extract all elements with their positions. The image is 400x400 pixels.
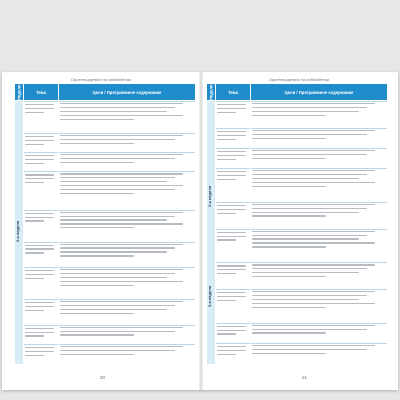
book-gutter xyxy=(199,72,203,390)
text-line xyxy=(252,307,326,308)
illegible-text-placeholder xyxy=(217,149,249,160)
text-line xyxy=(252,134,367,135)
text-line xyxy=(60,305,175,306)
text-line xyxy=(252,111,359,112)
text-line xyxy=(60,247,175,248)
text-line xyxy=(25,252,44,253)
week-label: 2-я неделя xyxy=(207,185,212,207)
goal-cell xyxy=(60,242,194,268)
illegible-text-placeholder xyxy=(60,133,194,144)
text-line xyxy=(25,310,44,311)
text-line xyxy=(25,335,44,336)
illegible-text-placeholder xyxy=(252,229,386,248)
illegible-text-placeholder xyxy=(25,243,57,254)
text-line xyxy=(60,212,183,213)
text-line xyxy=(60,189,175,190)
text-line xyxy=(252,138,326,139)
text-line xyxy=(252,345,375,346)
text-line xyxy=(252,238,359,239)
text-line xyxy=(25,351,54,352)
goal-cell xyxy=(60,325,194,344)
illegible-text-placeholder xyxy=(252,323,386,334)
header-goals: Цели / Программное содержание xyxy=(59,84,195,100)
text-line xyxy=(252,103,375,104)
text-line xyxy=(60,154,183,155)
goal-cell xyxy=(252,128,386,148)
text-line xyxy=(252,276,326,277)
text-line xyxy=(252,242,375,243)
illegible-text-placeholder xyxy=(217,102,249,113)
text-line xyxy=(25,347,54,348)
text-line xyxy=(252,174,367,175)
text-line xyxy=(60,251,167,252)
running-head-left: Ориентируемся на наблюдения xyxy=(70,77,132,82)
text-line xyxy=(25,108,54,109)
text-line xyxy=(25,328,54,329)
illegible-text-placeholder xyxy=(60,210,194,229)
text-line xyxy=(25,217,54,218)
goal-cell xyxy=(252,289,386,323)
text-line xyxy=(252,291,375,292)
right-table xyxy=(207,84,387,364)
page-number: 20 xyxy=(100,375,106,380)
text-line xyxy=(252,295,367,296)
text-line xyxy=(252,204,375,205)
text-line xyxy=(252,215,326,216)
text-line xyxy=(217,108,246,109)
text-line xyxy=(252,231,375,232)
text-line xyxy=(25,112,44,113)
text-line xyxy=(217,209,246,210)
header-week: Неделя xyxy=(16,84,22,100)
text-line xyxy=(25,332,54,333)
week-column xyxy=(207,101,215,364)
text-line xyxy=(25,163,44,164)
goal-cell xyxy=(60,344,194,363)
text-line xyxy=(217,333,236,334)
text-line xyxy=(60,350,175,351)
text-line xyxy=(60,135,183,136)
text-line xyxy=(252,150,375,151)
goal-cell xyxy=(252,229,386,263)
text-line xyxy=(217,236,246,237)
text-line xyxy=(25,306,54,307)
illegible-text-placeholder xyxy=(252,128,386,139)
text-line xyxy=(25,159,54,160)
text-line xyxy=(217,354,236,355)
illegible-text-placeholder xyxy=(217,230,249,241)
goal-cell xyxy=(252,323,386,343)
header-topic: Тема xyxy=(24,84,58,100)
left-table xyxy=(15,84,195,364)
text-line xyxy=(217,159,236,160)
illegible-text-placeholder xyxy=(217,169,249,180)
illegible-text-placeholder xyxy=(60,101,194,120)
illegible-text-placeholder xyxy=(25,268,57,279)
text-line xyxy=(217,205,246,206)
illegible-text-placeholder xyxy=(252,343,386,354)
text-line xyxy=(217,346,246,347)
goal-cell xyxy=(60,152,194,171)
text-line xyxy=(60,107,175,108)
goal-cell xyxy=(252,168,386,202)
text-line xyxy=(217,300,236,301)
text-line xyxy=(60,111,167,112)
text-line xyxy=(25,274,54,275)
illegible-text-placeholder xyxy=(252,101,386,116)
header-topic: Тема xyxy=(216,84,250,100)
text-line xyxy=(217,131,246,132)
goals-column xyxy=(59,101,195,364)
text-line xyxy=(60,301,183,302)
text-line xyxy=(217,292,246,293)
illegible-text-placeholder xyxy=(252,168,386,187)
running-head-right: Ориентируемся на наблюдения xyxy=(268,77,330,82)
text-line xyxy=(25,136,54,137)
text-line xyxy=(252,332,326,333)
text-line xyxy=(217,135,246,136)
text-line xyxy=(60,334,134,335)
illegible-text-placeholder xyxy=(25,134,57,145)
text-line xyxy=(252,115,326,116)
text-line xyxy=(217,330,246,331)
text-line xyxy=(60,277,167,278)
goal-cell xyxy=(60,133,194,152)
illegible-text-placeholder xyxy=(217,263,249,274)
text-line xyxy=(25,213,54,214)
text-line xyxy=(60,285,134,286)
goal-cell xyxy=(252,148,386,168)
illegible-text-placeholder xyxy=(60,152,194,163)
text-line xyxy=(60,193,134,194)
text-line xyxy=(60,103,183,104)
text-line xyxy=(60,119,134,120)
goal-cell xyxy=(252,262,386,289)
text-line xyxy=(25,104,54,105)
text-line xyxy=(60,181,167,182)
text-line xyxy=(252,208,367,209)
text-line xyxy=(25,220,44,221)
goal-cell xyxy=(60,101,194,133)
text-line xyxy=(60,273,175,274)
text-line xyxy=(60,269,183,270)
text-line xyxy=(60,185,183,186)
text-line xyxy=(217,239,236,240)
text-line xyxy=(60,115,183,116)
week-label: 2-я неделя xyxy=(15,220,20,242)
text-line xyxy=(60,346,183,347)
text-line xyxy=(60,162,134,163)
text-line xyxy=(60,331,175,332)
text-line xyxy=(252,212,359,213)
header-week: Неделя xyxy=(208,84,214,100)
text-line xyxy=(217,326,246,327)
text-line xyxy=(252,329,367,330)
text-line xyxy=(25,174,54,175)
goal-cell xyxy=(60,267,194,299)
text-line xyxy=(252,235,367,236)
text-line xyxy=(60,158,175,159)
illegible-text-placeholder xyxy=(25,102,57,113)
text-line xyxy=(252,178,359,179)
text-line xyxy=(252,268,367,269)
text-line xyxy=(25,178,54,179)
text-line xyxy=(60,223,183,224)
illegible-text-placeholder xyxy=(25,211,57,222)
text-line xyxy=(252,246,326,247)
text-line xyxy=(217,171,246,172)
illegible-text-placeholder xyxy=(25,172,57,183)
text-line xyxy=(60,281,183,282)
text-line xyxy=(217,273,236,274)
text-line xyxy=(60,143,134,144)
text-line xyxy=(25,144,44,145)
text-line xyxy=(252,186,326,187)
text-line xyxy=(217,112,236,113)
goal-cell xyxy=(252,202,386,229)
text-line xyxy=(25,155,54,156)
text-line xyxy=(60,177,175,178)
text-line xyxy=(252,299,359,300)
text-line xyxy=(60,139,175,140)
text-line xyxy=(25,245,54,246)
text-line xyxy=(60,309,167,310)
text-line xyxy=(252,107,367,108)
text-line xyxy=(217,269,246,270)
illegible-text-placeholder xyxy=(252,262,386,277)
text-line xyxy=(25,278,44,279)
illegible-text-placeholder xyxy=(25,326,57,337)
text-line xyxy=(252,154,367,155)
text-line xyxy=(60,216,175,217)
header-goals: Цели / Программное содержание xyxy=(251,84,387,100)
illegible-text-placeholder xyxy=(217,344,249,355)
illegible-text-placeholder xyxy=(60,171,194,194)
illegible-text-placeholder xyxy=(25,345,57,356)
text-line xyxy=(217,155,246,156)
text-line xyxy=(25,140,54,141)
page-number: 21 xyxy=(302,375,308,380)
goal-cell xyxy=(252,343,386,363)
text-line xyxy=(60,173,183,174)
week-label: 3-я неделя xyxy=(207,285,212,307)
text-line xyxy=(252,130,375,131)
goal-cell xyxy=(252,101,386,128)
text-line xyxy=(217,265,246,266)
text-line xyxy=(252,272,359,273)
text-line xyxy=(217,213,236,214)
text-line xyxy=(217,175,246,176)
text-line xyxy=(60,227,134,228)
illegible-text-placeholder xyxy=(217,129,249,140)
text-line xyxy=(25,182,44,183)
illegible-text-placeholder xyxy=(217,203,249,214)
text-line xyxy=(60,354,134,355)
text-line xyxy=(60,244,183,245)
illegible-text-placeholder xyxy=(60,325,194,336)
illegible-text-placeholder xyxy=(60,267,194,286)
text-line xyxy=(60,327,183,328)
text-line xyxy=(60,219,167,220)
illegible-text-placeholder xyxy=(252,289,386,308)
illegible-text-placeholder xyxy=(217,324,249,335)
goal-cell xyxy=(60,171,194,209)
week-column xyxy=(15,101,23,364)
illegible-text-placeholder xyxy=(25,153,57,164)
illegible-text-placeholder xyxy=(252,202,386,217)
illegible-text-placeholder xyxy=(60,299,194,314)
text-line xyxy=(217,104,246,105)
text-line xyxy=(25,248,54,249)
text-line xyxy=(217,179,236,180)
illegible-text-placeholder xyxy=(25,300,57,311)
goal-cell xyxy=(60,299,194,325)
text-line xyxy=(252,303,375,304)
topic-column xyxy=(24,101,58,364)
topic-column xyxy=(216,101,250,364)
text-line xyxy=(252,182,375,183)
text-line xyxy=(252,353,326,354)
book-spread xyxy=(2,72,398,390)
text-line xyxy=(252,349,367,350)
text-line xyxy=(217,151,246,152)
text-line xyxy=(25,302,54,303)
text-line xyxy=(60,313,134,314)
text-line xyxy=(252,325,375,326)
goal-cell xyxy=(60,210,194,242)
text-line xyxy=(252,264,375,265)
illegible-text-placeholder xyxy=(217,290,249,301)
text-line xyxy=(217,350,246,351)
illegible-text-placeholder xyxy=(252,148,386,159)
text-line xyxy=(217,139,236,140)
goals-column xyxy=(251,101,387,364)
text-line xyxy=(25,270,54,271)
text-line xyxy=(60,255,134,256)
illegible-text-placeholder xyxy=(60,344,194,355)
text-line xyxy=(252,170,375,171)
illegible-text-placeholder xyxy=(60,242,194,257)
text-line xyxy=(217,232,246,233)
text-line xyxy=(252,158,326,159)
text-line xyxy=(217,296,246,297)
text-line xyxy=(25,355,44,356)
